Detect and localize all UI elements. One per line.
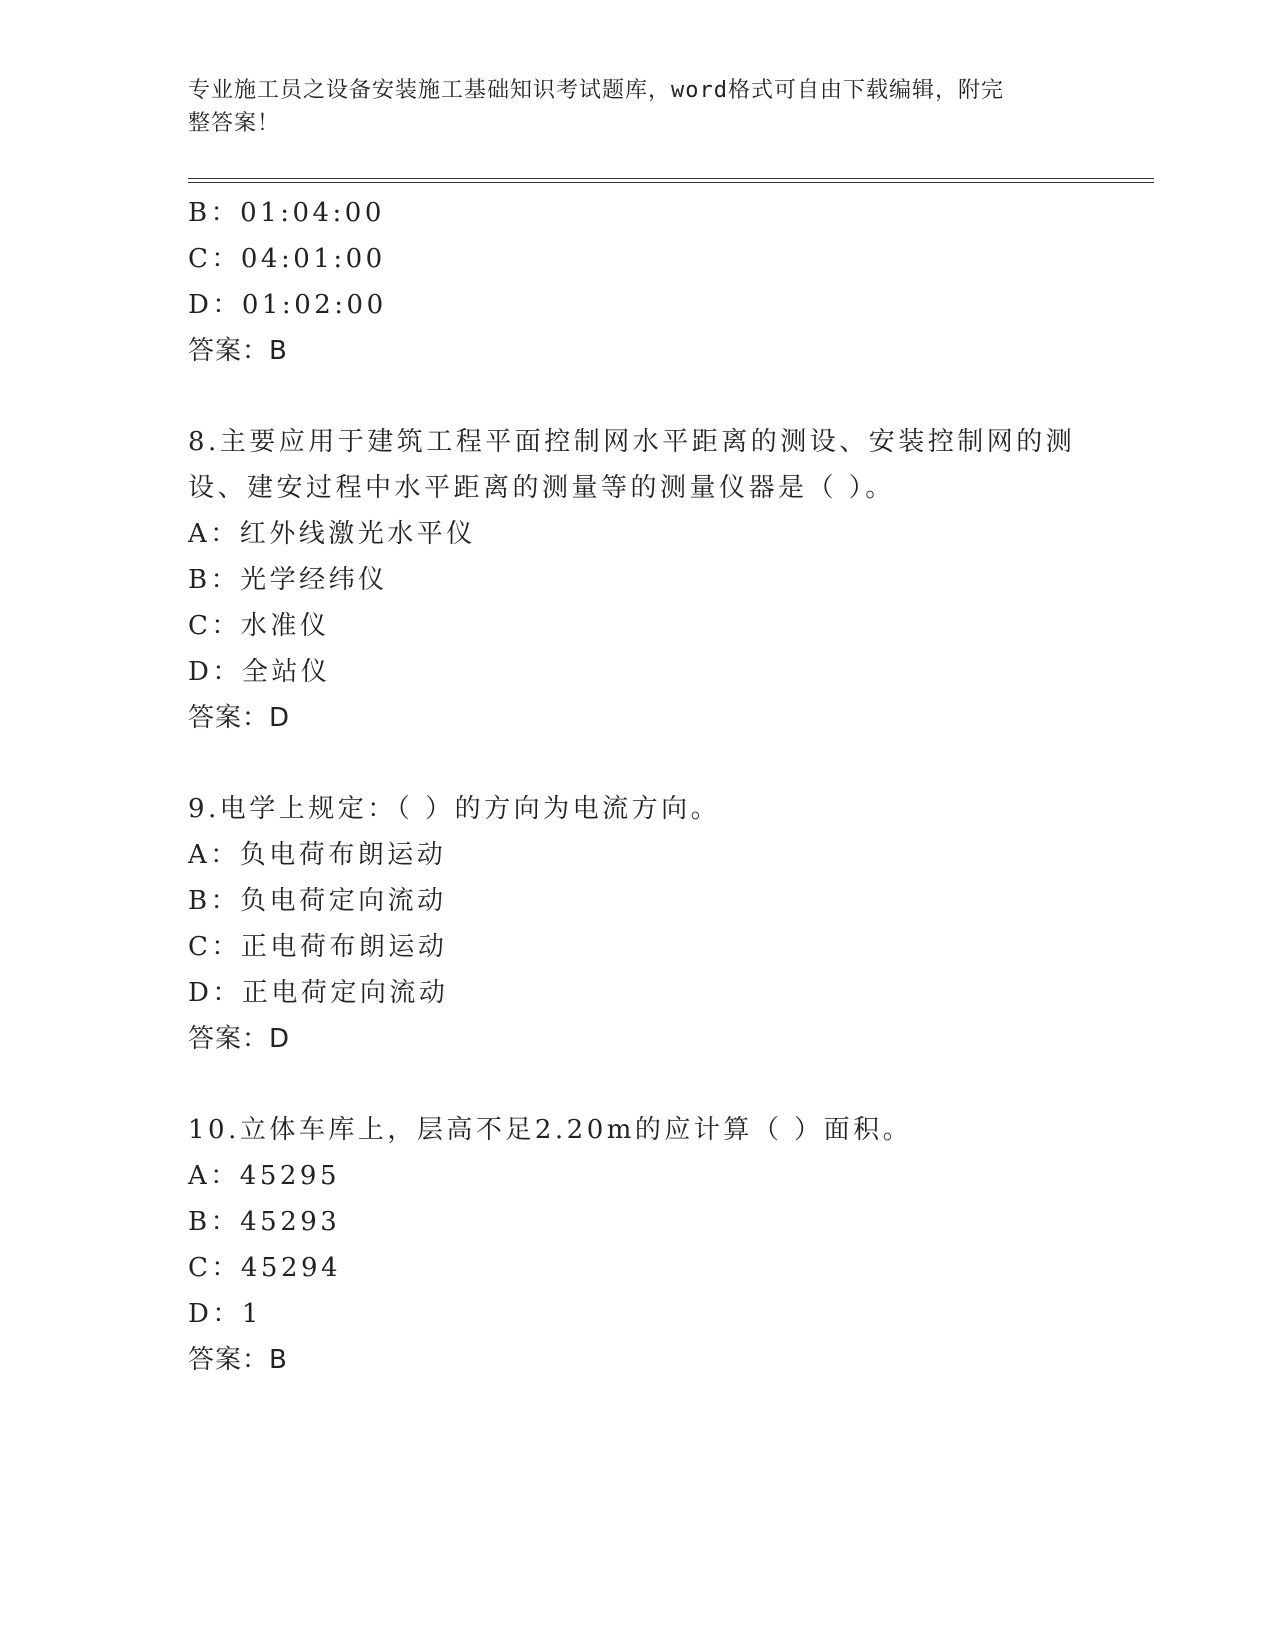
page-header xyxy=(188,74,1068,140)
option-c: C：正电荷布朗运动 xyxy=(188,932,448,962)
question-8 xyxy=(188,419,1088,741)
question-7-continued xyxy=(188,190,1088,374)
answer-line: 答案：B xyxy=(188,1345,288,1375)
question-stem: 9.电学上规定：（ ）的方向为电流方向。 xyxy=(188,794,721,824)
option-c: C：04:01:00 xyxy=(188,244,386,274)
answer-line: 答案：B xyxy=(188,336,288,366)
question-10 xyxy=(188,1107,1088,1383)
header-line-2: 整答案！ xyxy=(188,111,281,136)
answer-line: 答案：D xyxy=(188,1024,291,1054)
question-9 xyxy=(188,786,1088,1062)
option-d: D：01:02:00 xyxy=(188,290,387,320)
option-c: C：45294 xyxy=(188,1253,342,1283)
option-a: A：红外线激光水平仪 xyxy=(188,519,476,549)
answer-line: 答案：D xyxy=(188,703,291,733)
header-double-rule xyxy=(188,178,1154,183)
option-a: A：45295 xyxy=(188,1161,340,1191)
question-stem: 10.立体车库上，层高不足2.20m的应计算（ ）面积。 xyxy=(188,1115,913,1145)
document-body xyxy=(188,190,1088,1383)
option-b: B：01:04:00 xyxy=(188,198,385,228)
question-stem: 设、建安过程中水平距离的测量等的测量仪器是（ ）。 xyxy=(188,473,895,503)
option-b: B：负电荷定向流动 xyxy=(188,886,447,916)
option-b: B：光学经纬仪 xyxy=(188,565,388,595)
option-b: B：45293 xyxy=(188,1207,341,1237)
option-d: D：1 xyxy=(188,1299,262,1329)
option-d: D：全站仪 xyxy=(188,657,331,687)
question-stem: 8.主要应用于建筑工程平面控制网水平距离的测设、安装控制网的测 xyxy=(188,427,1076,457)
header-line-1: 专业施工员之设备安装施工基础知识考试题库，word格式可自由下载编辑，附完 xyxy=(188,78,1004,103)
option-a: A：负电荷布朗运动 xyxy=(188,840,447,870)
option-c: C：水准仪 xyxy=(188,611,330,641)
option-d: D：正电荷定向流动 xyxy=(188,978,449,1008)
